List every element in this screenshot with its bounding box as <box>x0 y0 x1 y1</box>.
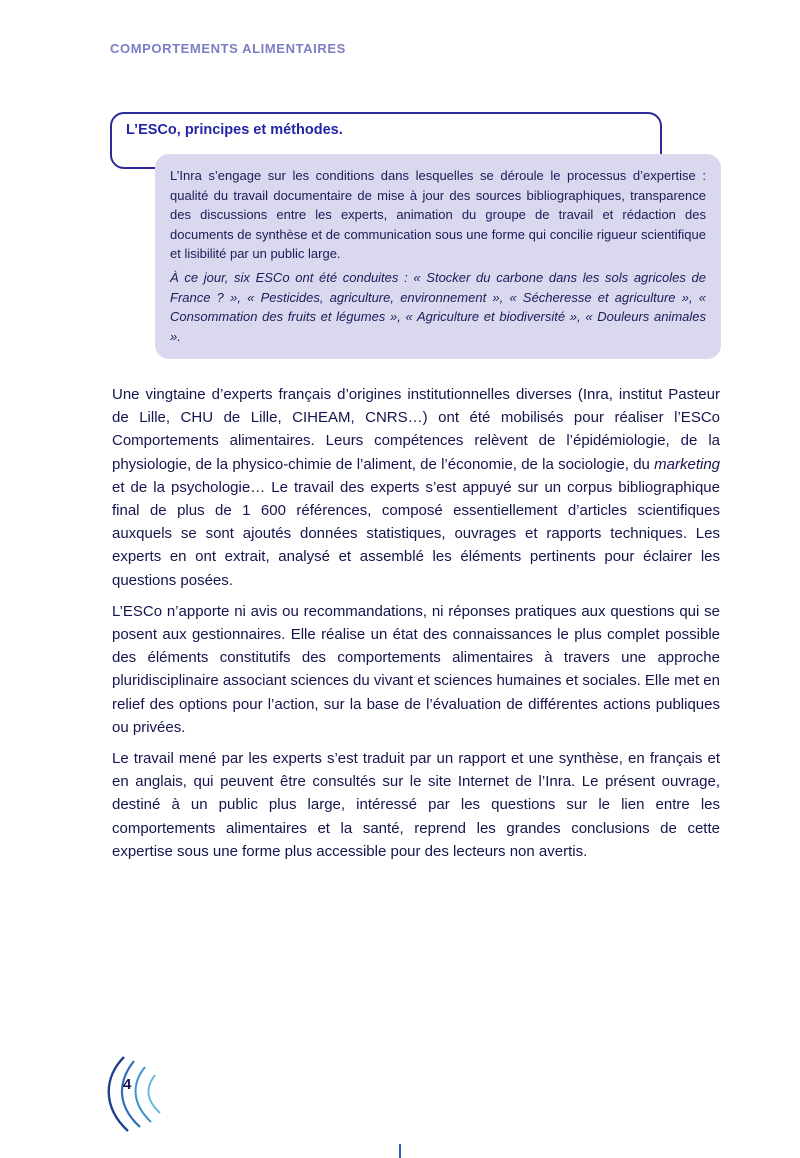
callout-paragraph-2: À ce jour, six ESCo ont été conduites : « Stocker du carbone dans les sols agricoles de France ? », « Pesticides, agriculture, environnement », « Sécheresse et agriculture », « Consommation des fruits et légumes », « Agriculture et biodiversité », « Douleurs animales ». <box>170 269 706 344</box>
body-paragraph-2: L’ESCo n’apporte ni avis ou recommandations, ni réponses pratiques aux questions qui se posent aux gestionnaires. Elle réalise un état des connaissances le plus complet possible des éléments constitutifs des comportements alimentaires à travers une approche pluridisciplinaire associant sciences du vivant et sciences humaines et sociales. Elle met en relief des options pour l’action, sur la base de l’évaluation de différentes actions publiques ou privées. <box>112 602 720 736</box>
page-number: 4 <box>123 1076 132 1093</box>
body-p1-text-before: Une vingtaine d’experts français d’origines institutionnelles diverses (Inra, institut Pasteur de Lille, CHU de Lille, CIHEAM, CNRS…) ont été mobilisés pour réaliser l’ESCo Comportements alimentaires. Leurs compétences relèvent de l’épidémiologie, de la physiologie, de la physico-chimie de l’aliment, de l’économie, de la sociologie, du <box>112 386 720 473</box>
body-copy <box>112 383 720 871</box>
running-head: COMPORTEMENTS ALIMENTAIRES <box>110 41 346 56</box>
crop-mark <box>399 1144 401 1158</box>
callout-paragraph-1: L’Inra s’engage sur les conditions dans lesquelles se déroule le processus d’expertise : qualité du travail documentaire de mise à jour des sources bibliographiques, transparence des discussions entre les experts, animation du groupe de travail et rédaction des documents de synthèse et de communication sous une forme qui concilie rigueur scientifique et lisibilité par un public large. <box>170 168 706 262</box>
callout-title: L’ESCo, principes et méthodes. <box>126 122 343 138</box>
callout-panel <box>155 154 721 359</box>
body-paragraph-1 <box>112 383 720 592</box>
corner-swoosh-icon <box>96 1055 176 1135</box>
body-paragraph-3: Le travail mené par les experts s’est traduit par un rapport et une synthèse, en français et en anglais, qui peuvent être consultés sur le site Internet de l’Inra. Le présent ouvrage, destiné à un public plus large, intéressé par les questions sur le lien entre les comportements alimentaires et la santé, reprend les grandes conclusions de cette expertise sous une forme plus accessible pour des lecteurs non avertis. <box>112 750 720 860</box>
body-p1-text-after: et de la psychologie… Le travail des experts s’est appuyé sur un corpus bibliographique final de plus de 1 600 références, composé essentiellement d’articles scientifiques auxquels se sont ajoutés données statistiques, ouvrages et rapports techniques. Les experts en ont extrait, analysé et assemblé les éléments pertinents pour éclairer les questions posées. <box>112 478 720 589</box>
body-p1-italic-word: marketing <box>654 455 720 473</box>
